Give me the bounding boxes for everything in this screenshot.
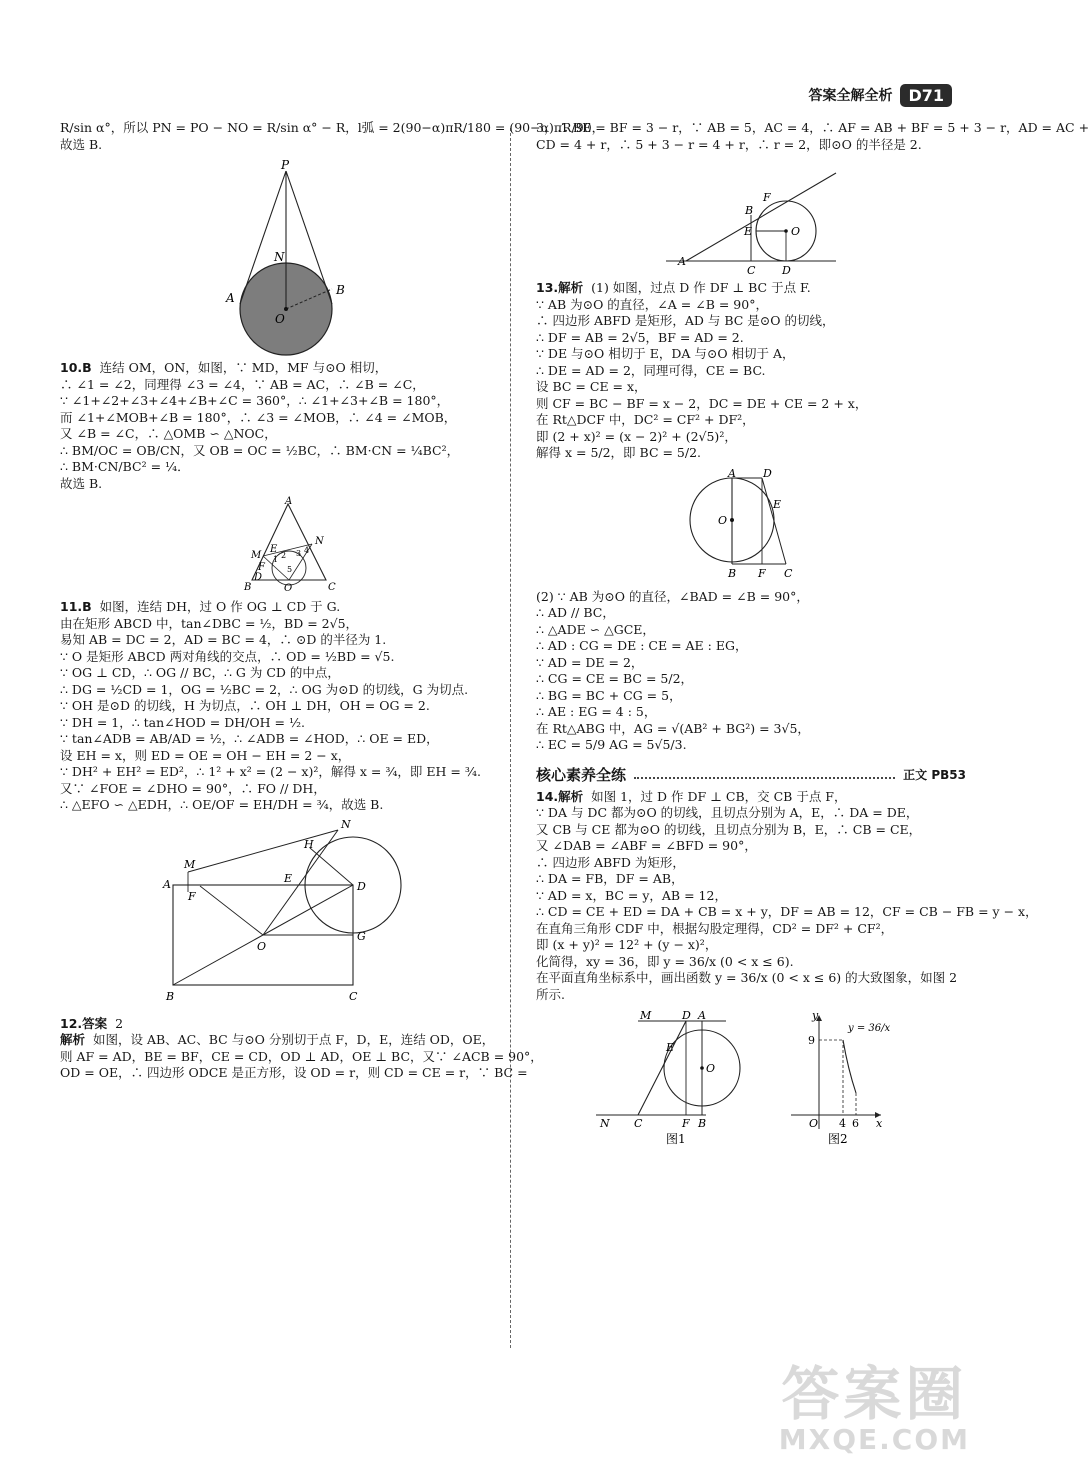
figure-cone-circle <box>60 159 490 354</box>
label-a: A <box>163 877 171 891</box>
q14-line: ∵ AD = x，BC = y，AB = 12， <box>536 887 727 903</box>
label-c: C <box>784 566 793 580</box>
label-d: D <box>357 879 366 893</box>
q14-line: 又 CB 与 CE 都为⊙O 的切线，且切点分别为 B，E，∴ CB = CE， <box>536 821 922 837</box>
label-m: M <box>640 1009 652 1022</box>
q14-number: 14.解析 <box>536 788 584 804</box>
label-f: F <box>258 562 265 573</box>
q11-line: 又∵ ∠FOE = ∠DHO = 90°，∴ FO // DH， <box>60 780 326 796</box>
section-page-ref: 正文 PB53 <box>903 767 966 782</box>
label-a: A <box>285 496 293 507</box>
q13-line: ∴ 四边形 ABFD 是矩形，AD 与 BC 是⊙O 的切线， <box>536 313 835 328</box>
label-a: A <box>678 255 686 268</box>
q10-line: ∴ BM·CN/BC² = ¼． <box>60 459 190 474</box>
angle-1: 1 <box>273 555 279 564</box>
q10-line: 又 ∠B = ∠C，∴ △OMB ∽ △NOC， <box>60 426 277 441</box>
label-f: F <box>188 889 196 903</box>
q11-line: ∵ tan∠ADB = AB/AD = ½，∴ ∠ADB = ∠HOD，∴ OE = ED， <box>60 731 439 746</box>
q14-line: 化简得，xy = 36，即 y = 36/x (0 < x ≤ 6). <box>536 953 794 969</box>
q10-line: ∵ ∠1+∠2+∠3+∠4+∠B+∠C = 360°，∴ ∠1+∠3+∠B = 180°， <box>60 393 450 408</box>
label-n: N <box>341 817 351 831</box>
watermark-url: MXQE.COM <box>778 1423 970 1456</box>
angle-4: 4 <box>304 546 310 555</box>
label-o: O <box>791 225 801 238</box>
label-c: C <box>349 989 358 1003</box>
q13b-line: ∴ △ADE ∽ △GCE， <box>536 621 655 637</box>
section-leader-dots <box>634 769 895 779</box>
q13-line: 解得 x = 5/2，即 BC = 5/2. <box>536 445 702 460</box>
q14-line: 即 (x + y)² = 12² + (y − x)²， <box>536 937 718 952</box>
label-a: A <box>698 1009 706 1022</box>
q13-line: ∴ DE = AD = 2，同理可得，CE = BC. <box>536 362 766 378</box>
q10-line: 故选 B. <box>60 475 103 491</box>
q14-line: 所示. <box>536 986 565 1002</box>
label-b: B <box>244 582 252 593</box>
label-o: O <box>706 1062 716 1075</box>
q11-line: ∵ OH 是⊙D 的切线，H 为切点，∴ OH ⊥ DH，OH = OG = 2. <box>60 698 430 713</box>
label-e: E <box>270 544 278 555</box>
label-x-axis: x <box>876 1117 883 1130</box>
label-d: D <box>782 264 791 277</box>
q14-line: 14.解析 如图 1，过 D 作 DF ⊥ CB，交 CB 于点 F， <box>536 788 847 804</box>
q11-line: 11.B 如图，连结 DH，过 O 作 OG ⊥ CD 于 G. <box>60 599 341 614</box>
q12-answer: 2 <box>115 1015 124 1031</box>
q12-cont-line: CD = 4 + r，∴ 5 + 3 − r = 4 + r，∴ r = 2，即⊙O 的半径是 2. <box>536 136 922 152</box>
q12-line: 则 AF = AD，BE = BF，CE = CD，OD ⊥ AD，OE ⊥ BC，又∵ ∠ACB = 90°， <box>60 1048 543 1064</box>
q12-line <box>60 1016 490 1033</box>
q12-line: 解析 如图，设 AB、AC、BC 与⊙O 分别切于点 F，D，E，连结 OD，OE， <box>60 1032 495 1047</box>
label-e: E <box>773 497 782 511</box>
label-y-axis: y <box>812 1009 819 1022</box>
tick-6: 6 <box>852 1117 859 1130</box>
label-d: D <box>763 466 772 480</box>
tick-4: 4 <box>839 1117 846 1130</box>
label-o: O <box>284 583 293 594</box>
header-title: 答案全解全析 <box>808 88 893 104</box>
label-f: F <box>682 1117 690 1130</box>
angle-3: 3 <box>296 549 302 558</box>
q13b-line: ∴ EC = 5/9 AG = 5√5/3. <box>536 737 687 752</box>
label-n: N <box>274 250 285 264</box>
q10-line: ∴ ∠1 = ∠2，同理得 ∠3 = ∠4，∵ AB = AC，∴ ∠B = ∠C， <box>60 376 425 392</box>
figure-q13-circle-trapezoid <box>536 468 966 583</box>
q13b-line: (2) ∵ AB 为⊙O 的直径，∠BAD = ∠B = 90°， <box>536 588 809 604</box>
q11-line: ∵ DH² + EH² = ED²，∴ 1² + x² = (2 − x)²，解得 x = ¾，即 EH = ¾. <box>60 764 481 779</box>
q13-line: 即 (2 + x)² = (x − 2)² + (2√5)²， <box>536 428 737 444</box>
label-origin: O <box>809 1117 819 1130</box>
label-b: B <box>166 989 175 1003</box>
label-m: M <box>184 857 196 871</box>
angle-5: 5 <box>287 565 293 574</box>
q12-cont-line: 3，∴ BE = BF = 3 − r，∵ AB = 5，AC = 4，∴ AF = AB + BF = 5 + 3 − r，AD = AC + <box>536 120 1089 135</box>
label-a: A <box>728 466 736 480</box>
label-b: B <box>698 1117 707 1130</box>
q14-line: ∴ CD = CE + ED = DA + CB = x + y，DF = AB = 12，CF = CB − FB = y − x， <box>536 904 1038 919</box>
q14-line: 在直角三角形 CDF 中，根据勾股定理得，CD² = DF² + CF²， <box>536 920 894 936</box>
q11-line: 易知 AB = DC = 2，AD = BC = 4，∴ ⊙D 的半径为 1. <box>60 632 387 647</box>
label-e: E <box>744 225 753 238</box>
right-column <box>536 120 1089 1155</box>
q11-line: ∵ OG ⊥ CD，∴ OG // BC，∴ G 为 CD 的中点， <box>60 665 340 680</box>
q14-line: ∴ 四边形 ABFD 为矩形， <box>536 854 685 870</box>
label-d: D <box>682 1009 691 1022</box>
q13-line: 13.解析 (1) 如图，过点 D 作 DF ⊥ BC 于点 F. <box>536 280 811 295</box>
page-header <box>808 82 952 108</box>
label-g: G <box>357 929 366 943</box>
label-n: N <box>600 1117 610 1130</box>
label-a: A <box>226 291 235 305</box>
page-badge: D71 <box>900 84 952 107</box>
figure-caption-1: 图1 <box>666 1132 686 1146</box>
label-p: P <box>281 158 290 172</box>
q11-line: ∴ △EFO ∽ △EDH，∴ OE/OF = EH/DH = ¾，故选 B. <box>60 797 384 812</box>
label-f: F <box>758 566 766 580</box>
q13-line: ∴ DF = AB = 2√5，BF = AD = 2. <box>536 329 744 345</box>
q13-line: ∵ DE 与⊙O 相切于 E，DA 与⊙O 相切于 A， <box>536 346 795 361</box>
q9-line: R/sin α°，所以 PN = PO − NO = R/sin α° − R，l弧 = 2(90−α)πR/180 = (90−α)πR/90， <box>60 120 605 135</box>
label-o: O <box>275 312 285 326</box>
watermark-text: 答案圈 <box>781 1360 968 1428</box>
section-title: 核心素养全练 <box>536 765 627 784</box>
q11-line: ∴ DG = ½CD = 1，OG = ½BC = 2，∴ OG 为⊙D 的切线，G 为切点. <box>60 681 469 697</box>
q13b-line: ∵ AD = DE = 2， <box>536 654 644 670</box>
curve-label: y = 36/x <box>848 1023 891 1034</box>
q9-line: 故选 B. <box>60 136 103 152</box>
q14-line: 又 ∠DAB = ∠ABF = ∠BFD = 90°， <box>536 838 757 853</box>
q12-number: 12.答案 <box>60 1015 108 1031</box>
q13b-line: ∴ CG = CE = BC = 5/2， <box>536 671 694 686</box>
q14-line: ∴ DA = FB，DF = AB， <box>536 871 684 886</box>
label-e: E <box>284 871 293 885</box>
q13b-line: ∴ AD : CG = DE : CE = AE : EG， <box>536 638 748 653</box>
q14-line: ∵ DA 与 DC 都为⊙O 的切线，且切点分别为 A，E，∴ DA = DE， <box>536 805 919 820</box>
label-f: F <box>763 191 771 204</box>
q12-line: OD = OE，∴ 四边形 ODCE 是正方形，设 OD = r，则 CD = CE = r，∵ BC = <box>60 1065 528 1080</box>
tick-9: 9 <box>808 1034 815 1047</box>
column-divider <box>510 128 511 1348</box>
q10-line: 而 ∠1+∠MOB+∠B = 180°，∴ ∠3 = ∠MOB，∴ ∠4 = ∠MOB， <box>60 409 457 425</box>
figure-triangle <box>60 498 490 593</box>
label-o: O <box>718 513 728 527</box>
label-b: B <box>336 283 345 297</box>
q13-line: 设 BC = CE = x， <box>536 379 647 394</box>
label-c: C <box>747 264 756 277</box>
label-b: B <box>728 566 737 580</box>
q14-line: 在平面直角坐标系中，画出函数 y = 36/x (0 < x ≤ 6) 的大致图象，如图 2 <box>536 970 958 985</box>
q10-line: 10.B 连结 OM，ON，如图，∵ MD，MF 与⊙O 相切， <box>60 360 388 375</box>
label-n: N <box>315 536 324 547</box>
q13-line: 则 CF = BC − BF = x − 2，DC = DE + CE = 2 + x， <box>536 395 868 411</box>
angle-2: 2 <box>281 551 287 560</box>
label-c: C <box>328 582 336 593</box>
label-c: C <box>634 1117 643 1130</box>
figure-caption-2: 图2 <box>828 1132 848 1146</box>
q10-line: ∴ BM/OC = OB/CN，又 OB = OC = ½BC，∴ BM·CN = ¼BC²， <box>60 442 460 458</box>
label-b: B <box>745 204 754 217</box>
q11-line: 设 EH = x，则 ED = OE = OH − EH = 2 − x， <box>60 747 351 763</box>
label-h: H <box>304 837 314 851</box>
q11-line: ∵ DH = 1，∴ tan∠HOD = DH/OH = ½. <box>60 714 306 730</box>
figure-rectangle-circle <box>60 817 490 1010</box>
figure-q14-pair <box>536 1009 966 1149</box>
label-e: E <box>666 1041 675 1054</box>
watermark <box>778 1360 970 1456</box>
q13b-line: ∴ BG = BC + CG = 5， <box>536 687 682 703</box>
label-o: O <box>257 939 267 953</box>
label-d: D <box>254 572 263 583</box>
section-heading <box>536 764 966 785</box>
q13b-line: 在 Rt△ABG 中，AG = √(AB² + BG²) = 3√5， <box>536 720 810 736</box>
q13-number: 13.解析 <box>536 280 584 295</box>
q13b-line: ∴ AE : EG = 4 : 5， <box>536 704 657 719</box>
figure-q12-triangle-circle <box>536 159 966 277</box>
label-m: M <box>251 550 262 561</box>
q11-number: 11.B <box>60 599 92 614</box>
q13-line: 在 Rt△DCF 中，DC² = CF² + DF²， <box>536 412 755 427</box>
q11-line: 由在矩形 ABCD 中，tan∠DBC = ½，BD = 2√5， <box>60 615 359 631</box>
q13b-line: ∴ AD // BC， <box>536 605 615 620</box>
q13-line: ∵ AB 为⊙O 的直径，∠A = ∠B = 90°， <box>536 296 768 312</box>
q10-number: 10.B <box>60 360 92 375</box>
q11-line: ∵ O 是矩形 ABCD 两对角线的交点，∴ OD = ½BD = √5. <box>60 648 395 664</box>
